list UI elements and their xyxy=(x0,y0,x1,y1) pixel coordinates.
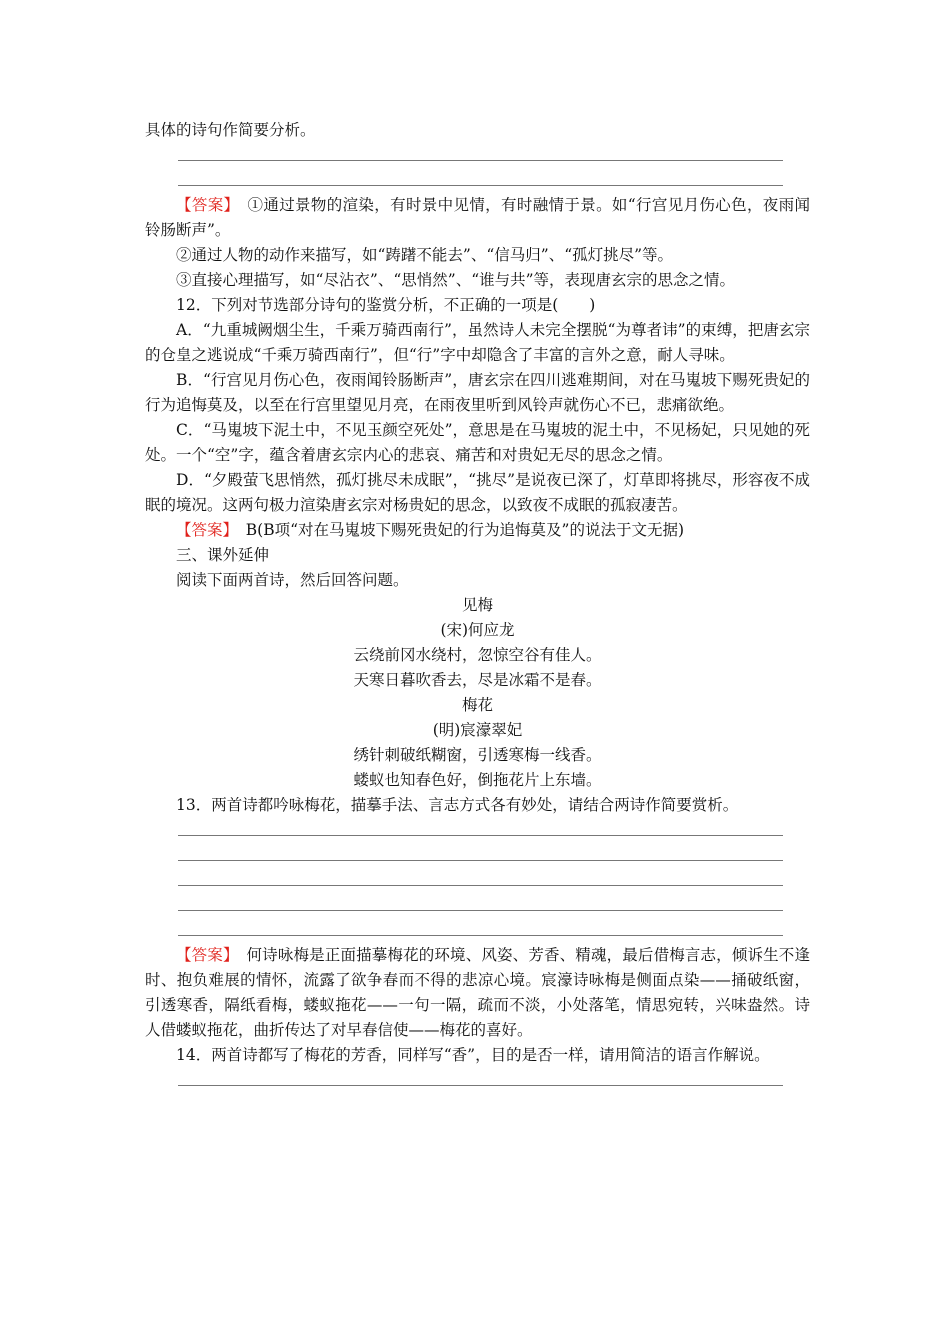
document-page xyxy=(145,118,810,1093)
poem-title: 梅花 xyxy=(461,696,493,714)
option-b: B．“行宫见月伤心色，夜雨闻铃肠断声”，唐玄宗在四川逃难期间，对在马嵬坡下赐死贵妃的行为追悔莫及，以至在行宫里望见月亮，在雨夜里听到风铃声就伤心不已，悲痛欲绝。 xyxy=(145,371,810,414)
answer-paragraph: 【答案】 何诗咏梅是正面描摹梅花的环境、风姿、芳香、精魂，最后借梅言志，倾诉生不逢时、抱负难展的情怀，流露了欲争春而不得的悲凉心境。宸濠诗咏梅是侧面点染——捅破纸窗，引透寒香，隔纸看梅，蝼蚁拖花——一句一隔，疏而不淡，小处落笔，情思宛转，兴味盎然。诗人借蝼蚁拖花，曲折传达了对早春信使——梅花的喜好。 xyxy=(145,946,810,1039)
poem-line: 天寒日暮吹香去，尽是冰霜不是春。 xyxy=(353,671,602,689)
answer-line xyxy=(145,1068,810,1093)
answer-line xyxy=(145,818,810,843)
answer-line xyxy=(145,893,810,918)
answer-label: 【答案】 xyxy=(176,946,231,964)
option-c: C．“马嵬坡下泥土中，不见玉颜空死处”，意思是在马嵬坡的泥土中，不见杨妃，只见她的死处。一个“空”字，蕴含着唐玄宗内心的悲哀、痛苦和对贵妃无尽的思念之情。 xyxy=(145,421,810,464)
answer-paragraph: ②通过人物的动作来描写，如“踌躇不能去”、“信马归”、“孤灯挑尽”等。 xyxy=(176,246,674,264)
poem-author: (明)宸濠翠妃 xyxy=(432,721,523,739)
answer-line xyxy=(145,868,810,893)
question-14: 14．两首诗都写了梅花的芳香，同样写“香”，目的是否一样，请用简洁的语言作解说。 xyxy=(176,1046,770,1064)
question-13: 13．两首诗都吟咏梅花，描摹手法、言志方式各有妙处，请结合两诗作简要赏析。 xyxy=(176,796,739,814)
option-a: A．“九重城阙烟尘生，千乘万骑西南行”，虽然诗人未完全摆脱“为尊者讳”的束缚，把唐玄宗的仓皇之逃说成“千乘万骑西南行”，但“行”字中却隐含了丰富的言外之意，耐人寻味。 xyxy=(145,321,810,364)
answer-paragraph: ③直接心理描写，如“尽沾衣”、“思悄然”、“谁与共”等，表现唐玄宗的思念之情。 xyxy=(176,271,736,289)
question-12: 12．下列对节选部分诗句的鉴赏分析，不正确的一项是( ) xyxy=(176,296,596,314)
section-heading: 三、课外延伸 xyxy=(176,546,270,564)
poem-line: 云绕前冈水绕村，忽惊空谷有佳人。 xyxy=(353,646,602,664)
poem-line: 蝼蚁也知春色好，倒拖花片上东墙。 xyxy=(353,771,602,789)
answer-line xyxy=(145,918,810,943)
answer-paragraph: 【答案】 B(B项“对在马嵬坡下赐死贵妃的行为追悔莫及”的说法于文无据) xyxy=(176,521,685,539)
text-line: 具体的诗句作简要分析。 xyxy=(145,121,316,139)
answer-line xyxy=(145,143,810,168)
option-d: D．“夕殿萤飞思悄然，孤灯挑尽未成眠”，“挑尽”是说夜已深了，灯草即将挑尽，形容夜不成眠的境况。这两句极力渲染唐玄宗对杨贵妃的思念，以致夜不成眠的孤寂凄苦。 xyxy=(145,471,810,514)
poem-title: 见梅 xyxy=(461,596,493,614)
answer-label: 【答案】 xyxy=(176,196,232,214)
answer-paragraph: 【答案】 ①通过景物的渲染，有时景中见情，有时融情于景。如“行宫见月伤心色，夜雨闻铃肠断声”。 xyxy=(145,196,810,239)
instruction: 阅读下面两首诗，然后回答问题。 xyxy=(176,571,409,589)
answer-label: 【答案】 xyxy=(176,521,231,539)
answer-line xyxy=(145,168,810,193)
poem-line: 绣针刺破纸糊窗，引透寒梅一线香。 xyxy=(353,746,602,764)
poem-author: (宋)何应龙 xyxy=(440,621,515,639)
answer-line xyxy=(145,843,810,868)
